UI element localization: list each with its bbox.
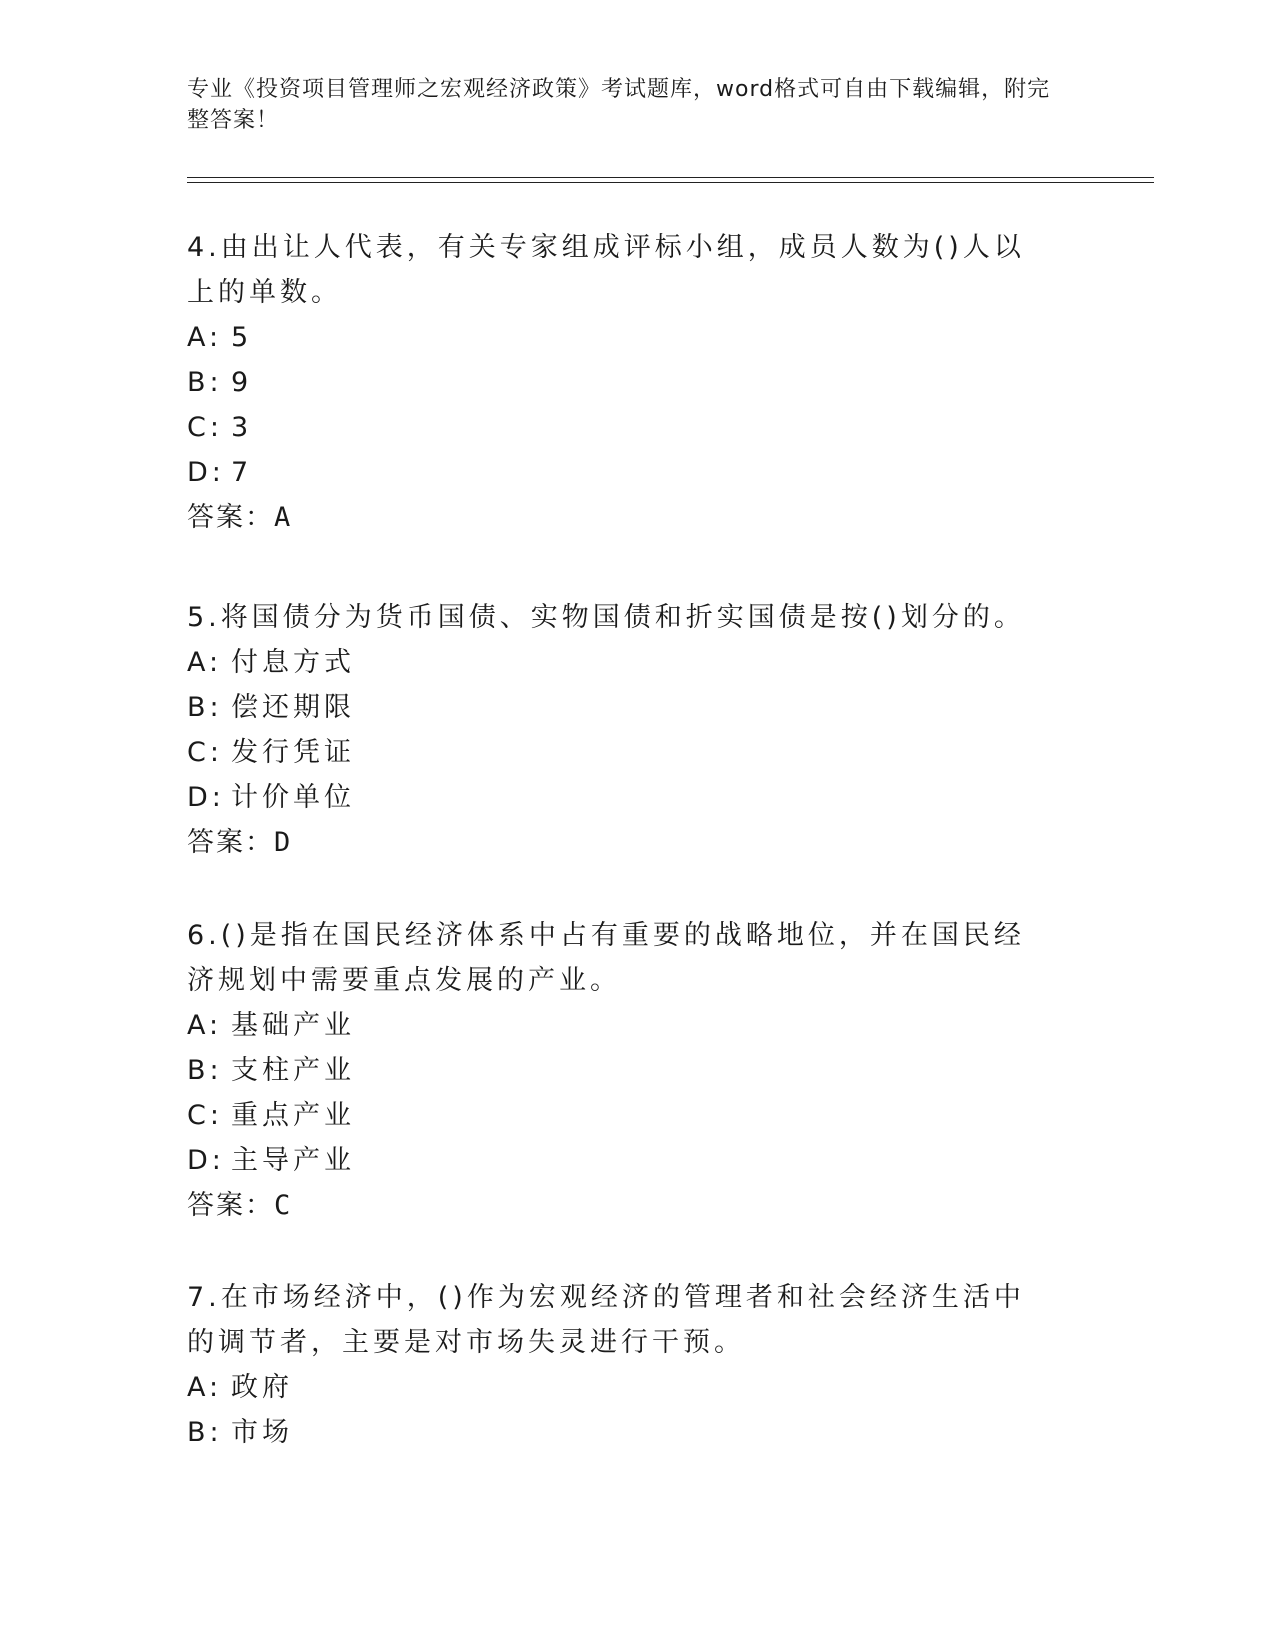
option-value: 主导产业: [231, 1145, 355, 1176]
option-key: B:: [187, 1417, 223, 1448]
option-c: [187, 1093, 1087, 1138]
answer: 答案：C: [187, 1190, 293, 1221]
option-value: 5: [231, 322, 253, 353]
option-value: 发行凭证: [231, 737, 355, 768]
option-key: C:: [187, 737, 223, 768]
option-value: 计价单位: [231, 782, 355, 813]
option-value: 重点产业: [231, 1100, 355, 1131]
option-key: A:: [187, 1010, 223, 1041]
answer: 答案：D: [187, 827, 293, 858]
option-key: A:: [187, 322, 223, 353]
option-b: [187, 1410, 1087, 1455]
option-b: [187, 360, 1087, 405]
option-key: A:: [187, 647, 223, 678]
answer: 答案：A: [187, 502, 293, 533]
option-d: [187, 450, 1087, 495]
option-value: 7: [231, 457, 253, 488]
option-value: 9: [231, 367, 253, 398]
option-c: [187, 405, 1087, 450]
question-text: 7.在市场经济中，()作为宏观经济的管理者和社会经济生活中的调节者，主要是对市场失灵进行干预。: [187, 1282, 1025, 1358]
question-7: [187, 1275, 1087, 1455]
question-text: 6.()是指在国民经济体系中占有重要的战略地位，并在国民经济规划中需要重点发展的产业。: [187, 920, 1025, 996]
option-key: D:: [187, 457, 225, 488]
option-key: C:: [187, 1100, 223, 1131]
option-a: [187, 1365, 1087, 1410]
option-a: [187, 315, 1087, 360]
question-text: 4.由出让人代表，有关专家组成评标小组，成员人数为()人以上的单数。: [187, 232, 1025, 308]
header-rule-top: [187, 177, 1154, 178]
option-value: 基础产业: [231, 1010, 355, 1041]
question-6: [187, 913, 1087, 1228]
option-d: [187, 1138, 1087, 1183]
option-d: [187, 775, 1087, 820]
option-value: 市场: [231, 1417, 293, 1448]
option-key: A:: [187, 1372, 223, 1403]
option-value: 政府: [231, 1372, 293, 1403]
option-key: B:: [187, 367, 223, 398]
option-a: [187, 1003, 1087, 1048]
option-a: [187, 640, 1087, 685]
question-text: 5.将国债分为货币国债、实物国债和折实国债是按()划分的。: [187, 602, 1025, 633]
option-key: C:: [187, 412, 223, 443]
option-key: D:: [187, 1145, 225, 1176]
option-value: 支柱产业: [231, 1055, 355, 1086]
option-value: 3: [231, 412, 253, 443]
question-4: [187, 225, 1087, 540]
question-5: [187, 595, 1087, 865]
option-b: [187, 1048, 1087, 1093]
option-value: 偿还期限: [231, 692, 355, 723]
option-key: B:: [187, 1055, 223, 1086]
option-b: [187, 685, 1087, 730]
header-rule-bottom: [187, 182, 1154, 183]
document-header: 专业《投资项目管理师之宏观经济政策》考试题库，word格式可自由下载编辑，附完整答案！: [187, 77, 1051, 133]
option-value: 付息方式: [231, 647, 355, 678]
option-key: D:: [187, 782, 225, 813]
option-key: B:: [187, 692, 223, 723]
option-c: [187, 730, 1087, 775]
